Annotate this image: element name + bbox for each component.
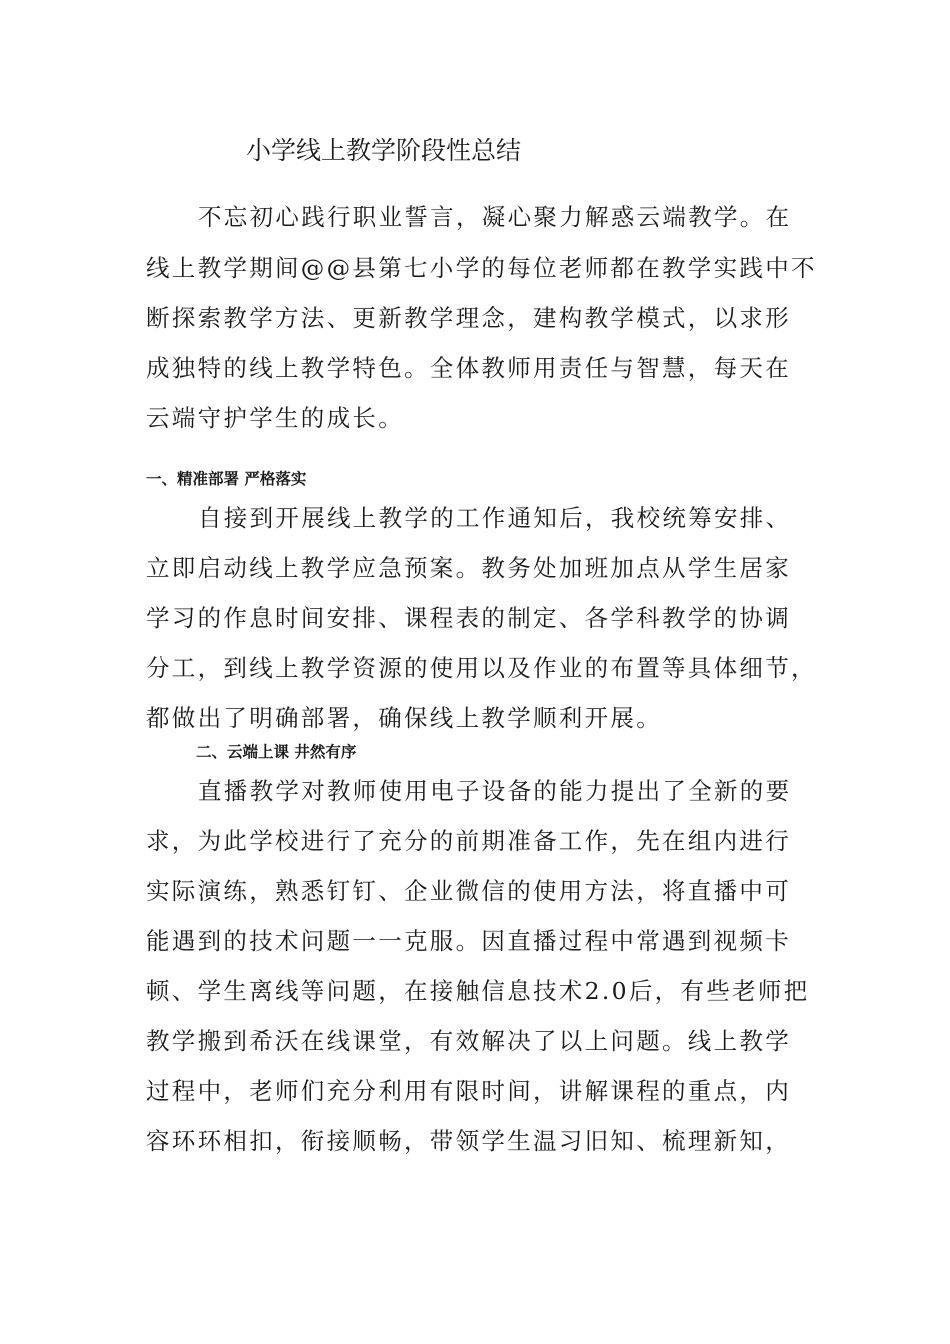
section2-line: 能遇到的技术问题一一克服。因直播过程中常遇到视频卡 xyxy=(146,927,791,955)
section1-line: 分工，到线上教学资源的使用以及作业的布置等具体细节， xyxy=(146,654,817,682)
intro-line: 云端守护学生的成长。 xyxy=(146,404,404,432)
section-heading-2: 二、云端上课 井然有序 xyxy=(196,743,357,761)
section2-line: 过程中，老师们充分利用有限时间，讲解课程的重点，内 xyxy=(146,1077,791,1105)
intro-line: 断探索教学方法、更新教学理念，建构教学模式，以求形 xyxy=(146,304,791,332)
document-title: 小学线上教学阶段性总结 xyxy=(246,136,522,165)
section1-line: 立即启动线上教学应急预案。教务处加班加点从学生居家 xyxy=(146,554,791,582)
section2-line: 顿、学生离线等问题，在接触信息技术2.0后，有些老师把 xyxy=(146,977,810,1005)
section2-line: 实际演练，熟悉钉钉、企业微信的使用方法，将直播中可 xyxy=(146,877,791,905)
section2-line: 求，为此学校进行了充分的前期准备工作，先在组内进行 xyxy=(146,827,791,855)
section1-line: 学习的作息时间安排、课程表的制定、各学科教学的协调 xyxy=(146,604,791,632)
section2-line: 容环环相扣，衔接顺畅，带领学生温习旧知、梳理新知， xyxy=(146,1127,791,1155)
section2-line: 直播教学对教师使用电子设备的能力提出了全新的要 xyxy=(198,777,792,805)
intro-line: 成独特的线上教学特色。全体教师用责任与智慧，每天在 xyxy=(146,354,791,382)
section1-line: 自接到开展线上教学的工作通知后，我校统筹安排、 xyxy=(198,504,792,532)
intro-line: 线上教学期间@@县第七小学的每位老师都在教学实践中不 xyxy=(146,254,817,282)
section2-line: 教学搬到希沃在线课堂，有效解决了以上问题。线上教学 xyxy=(146,1027,791,1055)
section1-line: 都做出了明确部署，确保线上教学顺利开展。 xyxy=(146,704,662,732)
section-heading-1: 一、精准部署 严格落实 xyxy=(146,470,307,488)
intro-line: 不忘初心践行职业誓言，凝心聚力解惑云端教学。在 xyxy=(198,203,792,231)
